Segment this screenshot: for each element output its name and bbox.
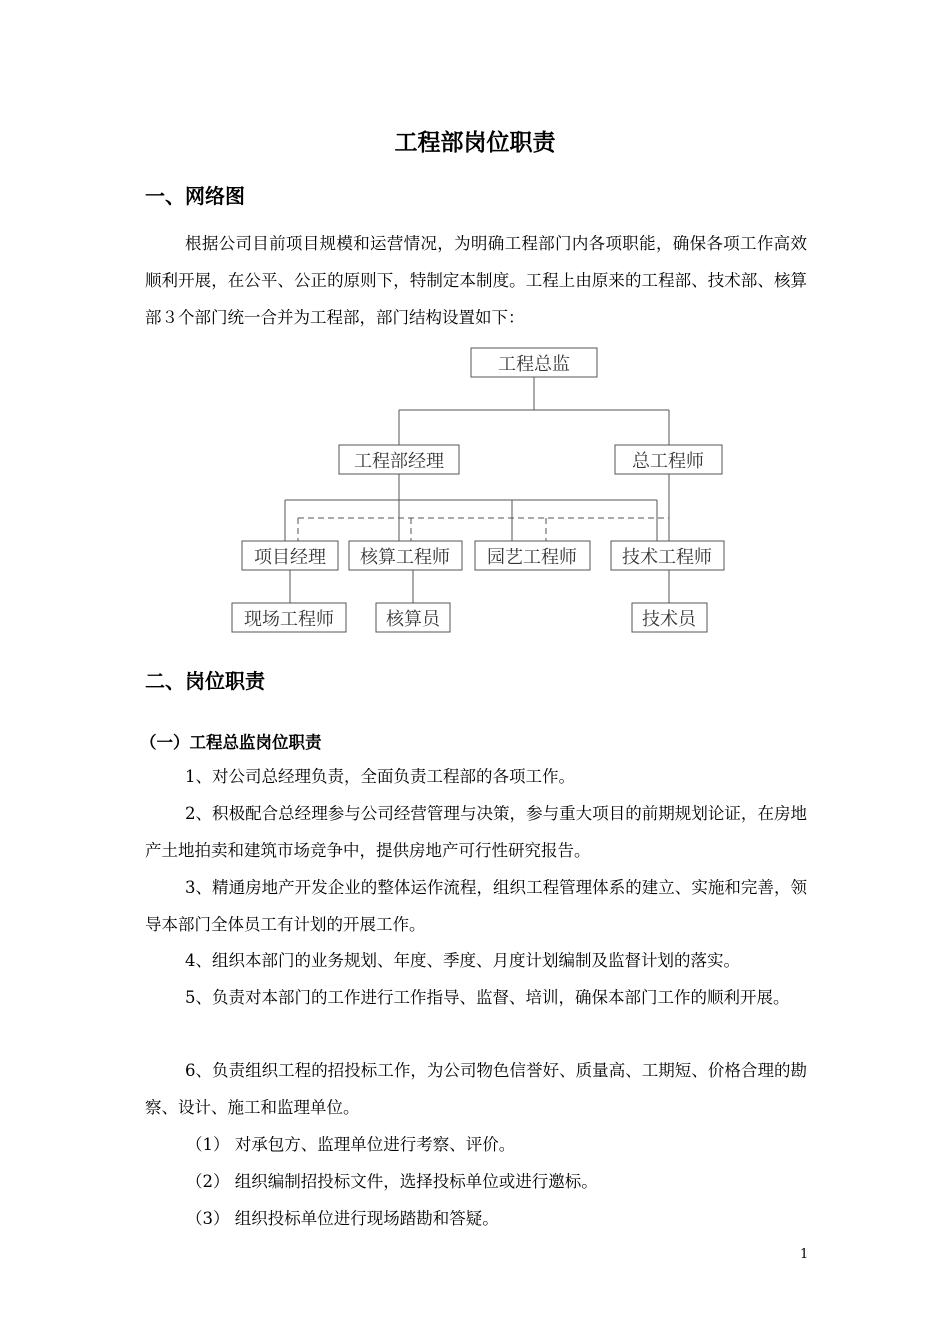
org-chart	[0, 340, 950, 640]
duty-item-2: 2、积极配合总经理参与公司经营管理与决策，参与重大项目的前期规划论证，在房地产土地拍卖和建筑市场竞争中，提供房地产可行性研究报告。	[145, 804, 807, 860]
subsection-heading-director: （一）工程总监岗位职责	[140, 733, 322, 752]
duty-item-3: 3、精通房地产开发企业的整体运作流程，组织工程管理体系的建立、实施和完善，领导本部门全体员工有计划的开展工作。	[145, 878, 807, 934]
duty-subitem-2: （2） 组织编制招投标文件，选择投标单位或进行邀标。	[186, 1172, 598, 1191]
duty-subitem-1: （1） 对承包方、监理单位进行考察、评价。	[186, 1135, 516, 1154]
org-label-top: 工程总监	[498, 354, 570, 375]
section-heading-duties: 二、岗位职责	[145, 669, 265, 693]
page-number: 1	[800, 1247, 809, 1262]
duty-item-1: 1、对公司总经理负责，全面负责工程部的各项工作。	[185, 767, 575, 786]
section-heading-network: 一、网络图	[145, 184, 245, 208]
org-label-technician: 技术员	[642, 609, 696, 630]
org-label-landscape-engineer: 园艺工程师	[487, 547, 577, 568]
duty-item-6: 6、负责组织工程的招投标工作，为公司物色信誉好、质量高、工期短、价格合理的勘察、设计、施工和监理单位。	[145, 1061, 807, 1117]
document-title: 工程部岗位职责	[394, 130, 556, 156]
org-label-project-manager: 项目经理	[254, 547, 326, 568]
org-label-technical-engineer: 技术工程师	[622, 547, 712, 568]
intro-paragraph: 根据公司目前项目规模和运营情况，为明确工程部门内各项职能，确保各项工作高效顺利开展，在公平、公正的原则下，特制定本制度。工程上由原来的工程部、技术部、核算部３个部门统一合并为工程部，部门结构设置如下：	[145, 234, 807, 327]
duty-item-4: 4、组织本部门的业务规划、年度、季度、月度计划编制及监督计划的落实。	[185, 951, 740, 970]
org-label-chief-engineer: 总工程师	[632, 451, 704, 472]
duty-subitem-3: （3） 组织投标单位进行现场踏勘和答疑。	[186, 1209, 499, 1228]
org-label-cost-clerk: 核算员	[386, 609, 440, 630]
org-label-site-engineer: 现场工程师	[244, 609, 334, 630]
org-label-engineering-manager: 工程部经理	[354, 451, 444, 472]
duty-item-5: 5、负责对本部门的工作进行工作指导、监督、培训，确保本部门工作的顺利开展。	[185, 988, 790, 1007]
org-label-cost-engineer: 核算工程师	[360, 547, 450, 568]
